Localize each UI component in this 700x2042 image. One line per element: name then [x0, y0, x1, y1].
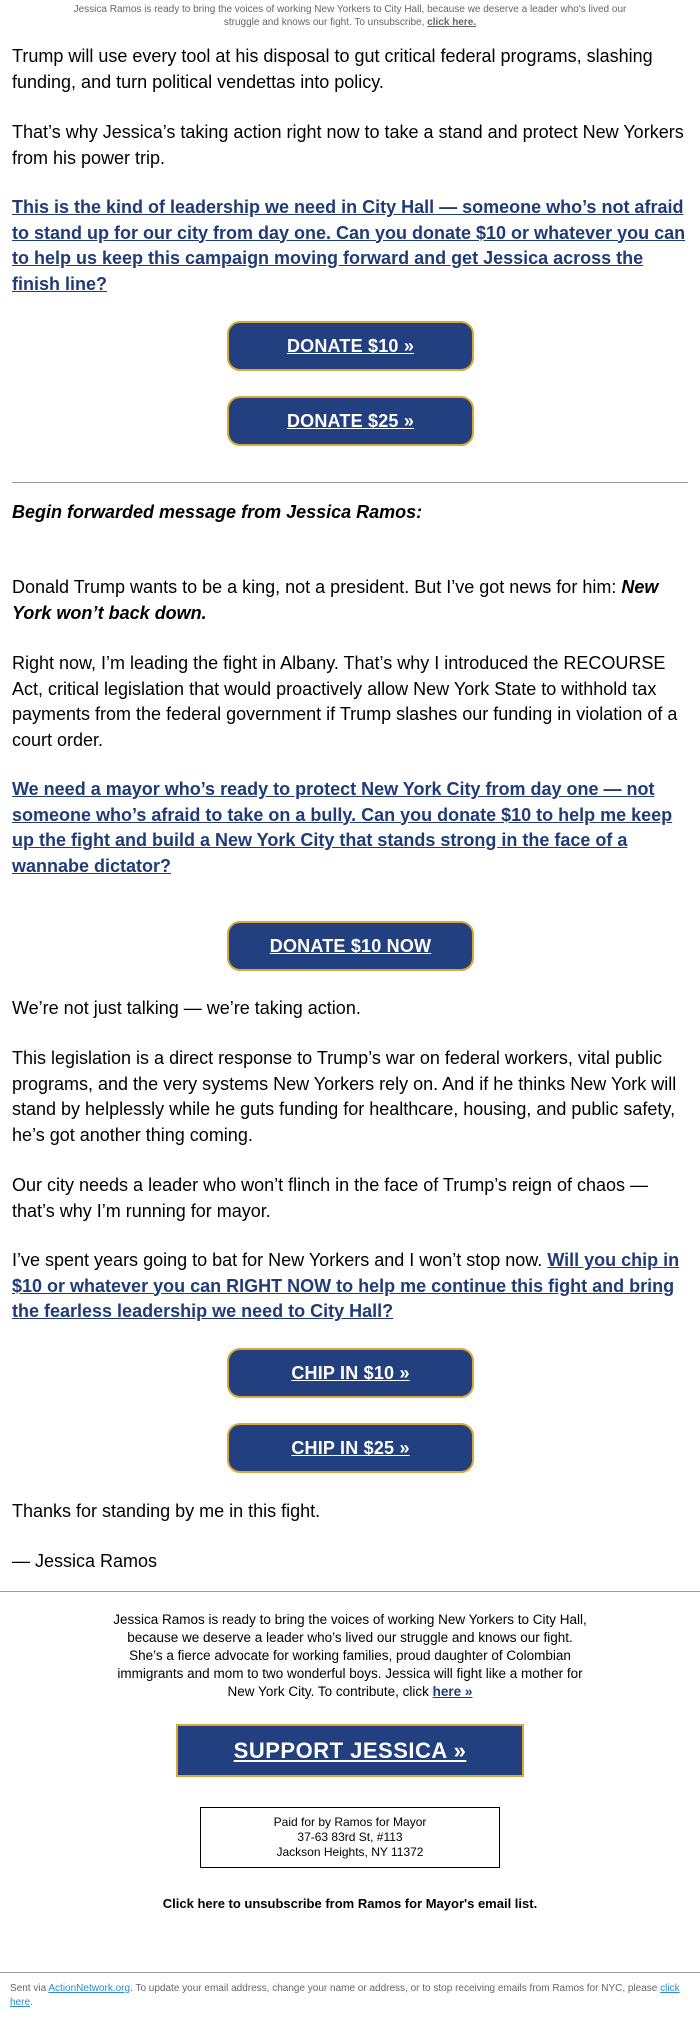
preheader-unsubscribe-link[interactable]: click here. — [427, 17, 477, 28]
preheader — [60, 3, 640, 29]
intro-cta-paragraph — [12, 195, 688, 297]
forwarded-donate-link[interactable]: We need a mayor who’s ready to protect New York City from day one — not someone who’s afraid to take on a bully. Can you donate $10 to help me keep up the fight and build a New York City that stands strong in the face of a wannabe dictator? — [12, 779, 673, 876]
thanks-line: Thanks for standing by me in this fight. — [12, 1501, 321, 1521]
footer-about: Jessica Ramos is ready to bring the voices of working New Yorkers to City Hall, because we deserve a leader who’s lived our struggle and knows our fight. She’s a fierce advocate for working families, proud daughter of Colombian immigrants and mom to two wonderful boys. Jessica will fight like a mother for New York City. To contribute, click here » — [113, 1612, 587, 1699]
footer-divider — [0, 1591, 700, 1592]
chip-in-25-button[interactable]: CHIP IN $25 » — [227, 1423, 474, 1473]
signoff: — Jessica Ramos — [12, 1551, 158, 1571]
update-email-link[interactable]: click here — [10, 1983, 680, 2008]
divider — [12, 482, 688, 483]
unsubscribe-link[interactable]: Click here to unsubscribe from Ramos for Mayor's email list. — [162, 1896, 538, 1911]
chip-in-10-button[interactable]: CHIP IN $10 » — [227, 1348, 474, 1398]
paid-for-line: Paid for by Ramos for Mayor — [273, 1815, 427, 1829]
emphasis-text: New York won’t back down. — [12, 577, 659, 623]
intro-paragraph-1: Trump will use every tool at his disposal to gut critical federal programs, slashing funding, and turn political vendettas into policy. — [12, 46, 653, 92]
sent-via-footer: Sent via ActionNetwork.org. To update your email address, change your name or address, or to stop receiving emails from Ramos for NYC, please click here. — [10, 1983, 680, 2008]
forwarded-heading: Begin forwarded message from Jessica Ramos: — [12, 502, 423, 522]
forwarded-paragraph-6: I’ve spent years going to bat for New Yorkers and I won’t stop now. Will you chip in $10 or whatever you can RIGHT NOW to help me continue this fight and bring the fearless leadership we need to City Hall? — [12, 1250, 680, 1321]
forwarded-cta-paragraph — [12, 777, 688, 879]
forwarded-paragraph-1: Donald Trump wants to be a king, not a president. But I’ve got news for him: New York won’t back down. — [12, 577, 659, 623]
preheader-text: Jessica Ramos is ready to bring the voices of working New Yorkers to City Hall, because we deserve a leader who's lived our struggle and knows our fight. To unsubscribe, — [73, 4, 627, 28]
forwarded-paragraph-4: This legislation is a direct response to Trump’s war on federal workers, vital public programs, and the very systems New Yorkers rely on. And if he thinks New York will stand by helplessly while he guts funding for healthcare, housing, and public safety, he’s got another thing coming. — [12, 1048, 677, 1145]
forwarded-paragraph-2: Right now, I’m leading the fight in Albany. That’s why I introduced the RECOURSE Act, critical legislation that would proactively allow New York State to withhold tax payments from the federal government if Trump slashes our funding in violation of a court order. — [12, 653, 678, 750]
contribute-link[interactable]: here » — [432, 1684, 473, 1699]
bottom-divider — [0, 1972, 700, 1973]
forwarded-paragraph-5: Our city needs a leader who won’t flinch in the face of Trump’s reign of chaos — that’s why I’m running for mayor. — [12, 1175, 648, 1221]
action-network-link[interactable]: ActionNetwork.org — [48, 1983, 131, 1994]
chip-in-link[interactable]: Will you chip in $10 or whatever you can RIGHT NOW to help me continue this fight and bring the fearless leadership we need to City Hall? — [12, 1250, 680, 1321]
intro-paragraph-2: That’s why Jessica’s taking action right now to take a stand and protect New Yorkers from his power trip. — [12, 122, 684, 168]
paid-for-box — [200, 1807, 500, 1868]
address-line-2: Jackson Heights, NY 11372 — [276, 1845, 424, 1859]
support-jessica-button[interactable]: SUPPORT JESSICA » — [176, 1724, 524, 1777]
donate-25-button[interactable]: DONATE $25 » — [227, 396, 474, 446]
donate-10-button[interactable]: DONATE $10 » — [227, 321, 474, 371]
address-line-1: 37-63 83rd St, #113 — [297, 1830, 403, 1844]
donate-10-now-button[interactable]: DONATE $10 NOW — [227, 921, 474, 971]
forwarded-paragraph-3: We’re not just talking — we’re taking action. — [12, 998, 361, 1018]
intro-donate-link[interactable]: This is the kind of leadership we need in City Hall — someone who’s not afraid to stand up for our city from day one. Can you donate $10 or whatever you can to help us keep this campaign moving forward and get Jessica across the finish line? — [12, 197, 686, 294]
